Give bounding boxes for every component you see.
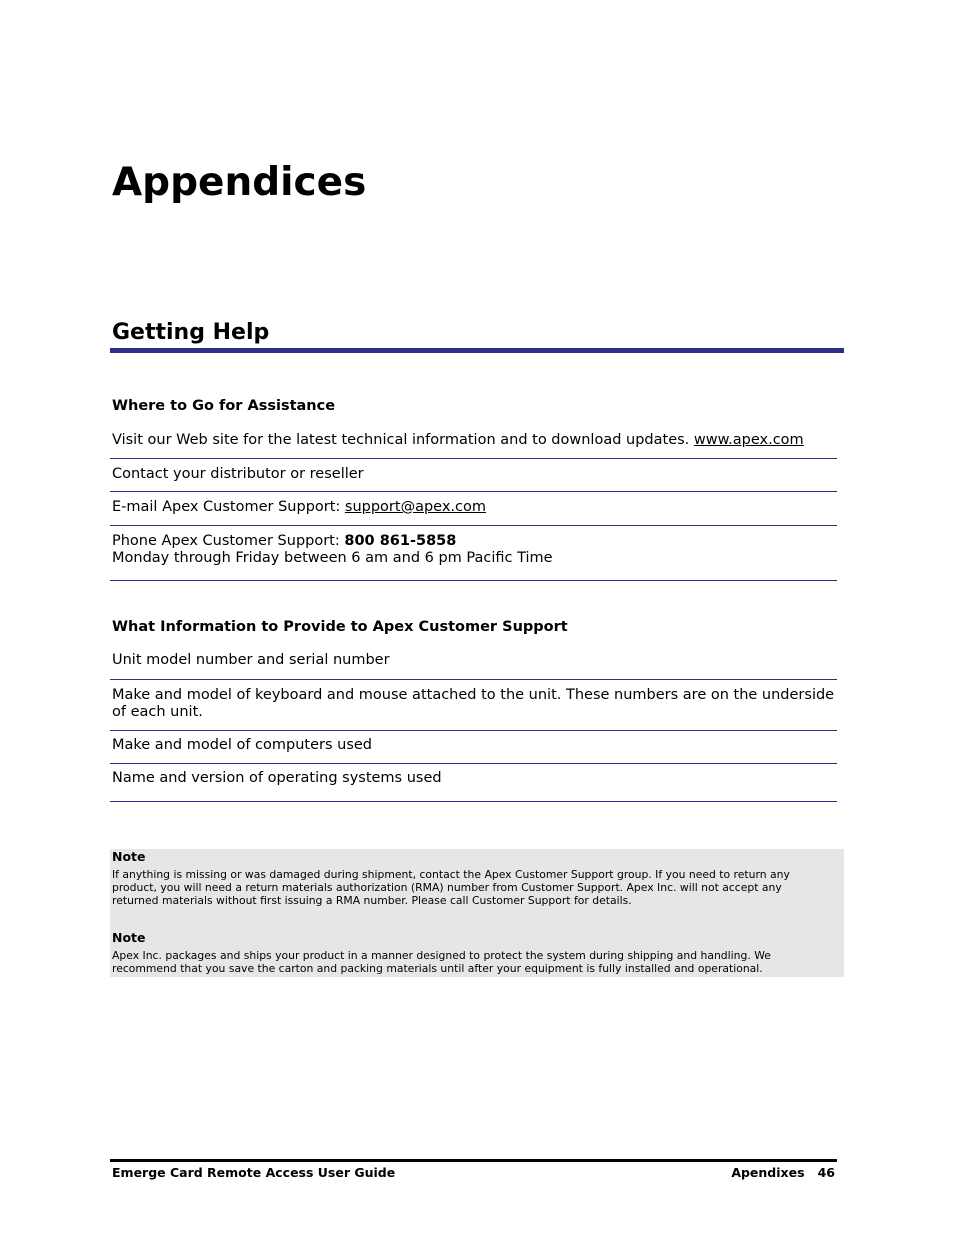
- notes-panel: [110, 849, 844, 977]
- footer-section: Apendixes: [731, 1165, 805, 1180]
- page-title: Appendices: [112, 160, 367, 205]
- provide-list: [110, 652, 837, 802]
- distributor-text: Contact your distributor or reseller: [112, 466, 364, 482]
- website-text: Visit our Web site for the latest technical information and to download updates.: [112, 432, 694, 448]
- footer-document-title: Emerge Card Remote Access User Guide: [112, 1165, 396, 1180]
- list-item: Make and model of computers used: [110, 731, 837, 764]
- email-link[interactable]: support@apex.com: [344, 499, 486, 515]
- assistance-list: [110, 432, 837, 581]
- section-title: Getting Help: [112, 320, 270, 345]
- phone-hours: Monday through Friday between 6 am and 6 pm Pacific Time: [112, 550, 553, 566]
- page-number: 46: [817, 1165, 835, 1180]
- list-item: Make and model of keyboard and mouse attached to the unit. These numbers are on the underside of each unit.: [110, 680, 837, 731]
- list-item-phone: [110, 526, 837, 581]
- note-text: If anything is missing or was damaged during shipment, contact the Apex Customer Support group. If you need to return any product, you will need a return materials authorization (RMA) number from Customer Support. Apex Inc. will not accept any returned materials without first issuing a RMA number. Please call Customer Support for details.: [112, 868, 790, 907]
- provide-heading: What Information to Provide to Apex Customer Support: [112, 619, 568, 635]
- list-item: Unit model number and serial number: [110, 652, 837, 680]
- phone-number: 800 861-5858: [344, 533, 457, 549]
- list-item-website: [110, 432, 837, 459]
- footer-divider: [110, 1159, 837, 1162]
- list-item-email: [110, 492, 837, 526]
- section-divider: [110, 348, 844, 353]
- assistance-heading: Where to Go for Assistance: [112, 398, 336, 414]
- note-text: Apex Inc. packages and ships your product in a manner designed to protect the system during shipping and handling. We recommend that you save the carton and packing materials until after your equipment is fully installed and operational.: [112, 949, 771, 975]
- footer-page-info: [731, 1165, 835, 1181]
- email-text: E-mail Apex Customer Support:: [112, 499, 345, 515]
- note-label: Note: [112, 849, 146, 864]
- list-item-distributor: [110, 459, 837, 492]
- phone-text: Phone Apex Customer Support:: [112, 533, 345, 549]
- note-label: Note: [112, 930, 146, 945]
- list-item: Name and version of operating systems used: [110, 764, 837, 802]
- website-link[interactable]: www.apex.com: [693, 432, 804, 448]
